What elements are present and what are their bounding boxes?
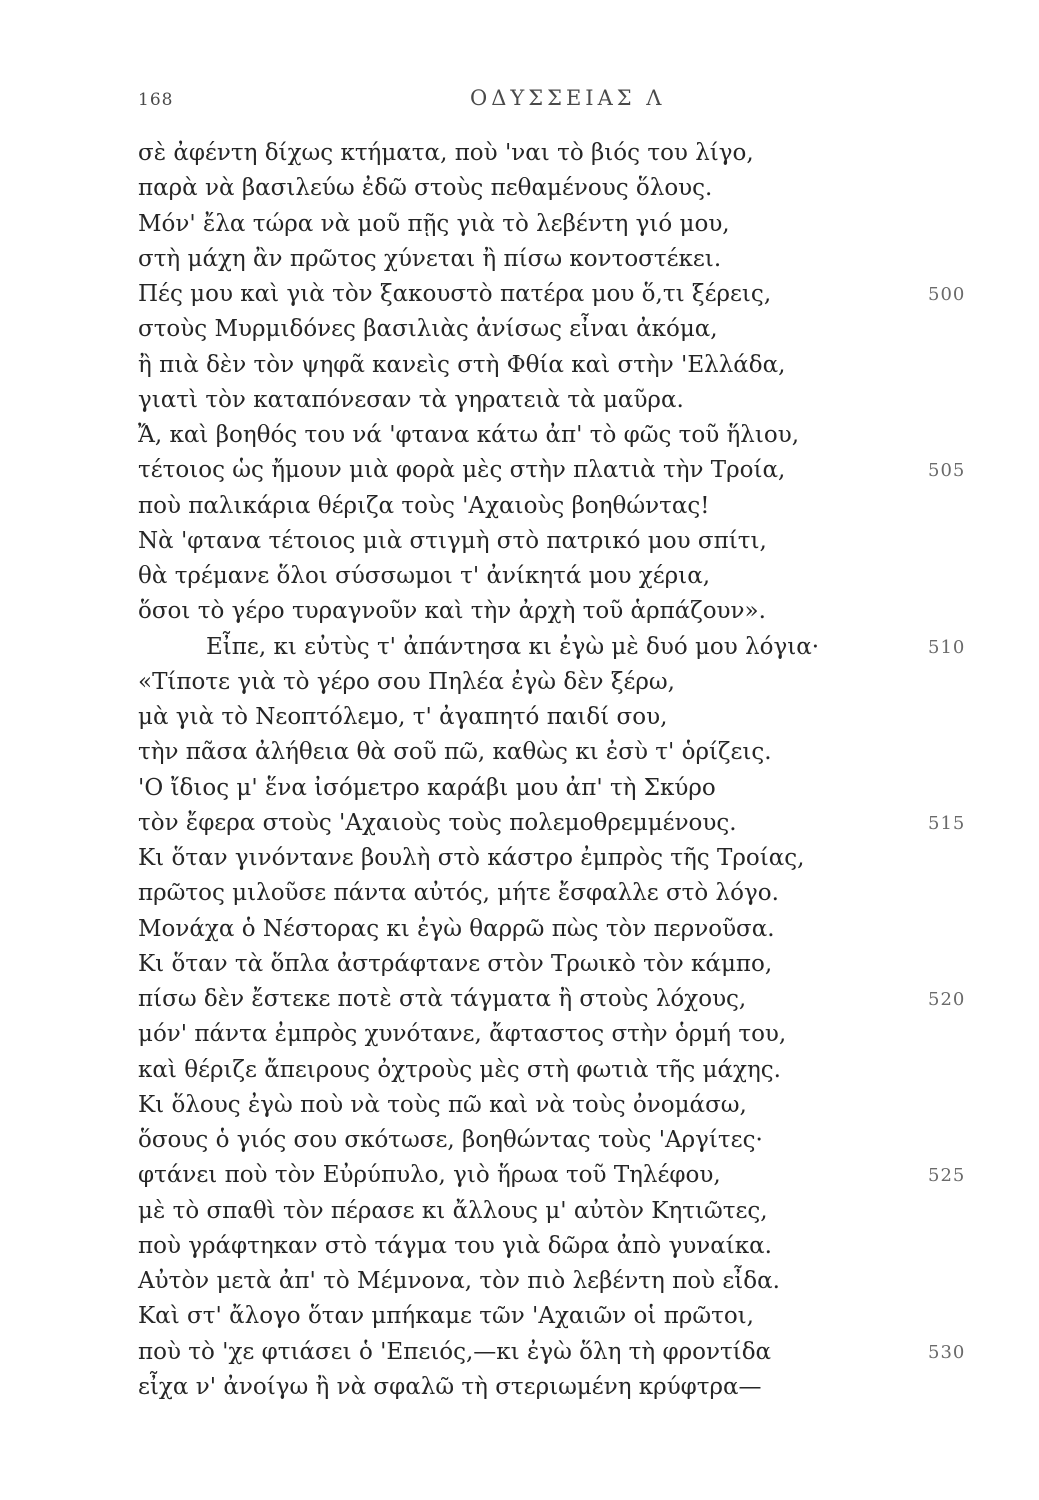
- verse-line: [138, 876, 998, 911]
- verse-text: Μόν' ἔλα τώρα νὰ μοῦ πῇς γιὰ τὸ λεβέντη γιό μου,: [138, 210, 730, 237]
- line-number: 500: [928, 284, 966, 305]
- line-number: 510: [928, 636, 966, 658]
- verse-text: φτάνει ποὺ τὸν Εὐρύπυλο, γιὸ ἥρωα τοῦ Τηλέφου,: [138, 1162, 721, 1189]
- verse-text: πρῶτος μιλοῦσε πάντα αὐτός, μήτε ἔσφαλλε στὸ λόγο.: [138, 880, 779, 907]
- verse-text: σὲ ἀφέντη δίχως κτήματα, ποὺ 'ναι τὸ βιός του λίγο,: [138, 140, 754, 166]
- verse-text: μὰ γιὰ τὸ Νεοπτόλεμο, τ' ἀγαπητό παιδί σου,: [138, 704, 668, 730]
- verse-text: ποὺ παλικάρια θέριζα τοὺς 'Αχαιοὺς βοηθώντας!: [138, 492, 710, 519]
- verse-line: [138, 735, 998, 770]
- verse-text: Καὶ στ' ἄλογο ὅταν μπήκαμε τῶν 'Αχαιῶν οἱ πρῶτοι,: [138, 1303, 754, 1330]
- verse-text: καὶ θέριζε ἄπειρους ὀχτροὺς μὲς στὴ φωτιὰ τῆς μάχης.: [138, 1056, 781, 1083]
- verse-line: [138, 489, 998, 524]
- verse-line: [138, 1264, 998, 1299]
- verse-text: στοὺς Μυρμιδόνες βασιλιὰς ἀνίσως εἶναι ἀκόμα,: [138, 316, 718, 343]
- verse-text: Κι ὅταν τὰ ὅπλα ἀστράφτανε στὸν Τρωικὸ τὸν κάμπο,: [138, 950, 773, 977]
- line-number: 505: [928, 460, 966, 482]
- verse-text: τὴν πᾶσα ἀλήθεια θὰ σοῦ πῶ, καθὼς κι ἐσὺ τ' ὁρίζεις.: [138, 739, 772, 766]
- verse-text: Εἶπε, κι εὐτὺς τ' ἀπάντησα κι ἐγὼ μὲ δυό μου λόγια·: [206, 633, 820, 660]
- verse-line: [138, 1229, 998, 1264]
- verse-line: [138, 136, 998, 171]
- verse-text: τὸν ἔφερα στοὺς 'Αχαιοὺς τοὺς πολεμοθρεμμένους.: [138, 809, 737, 836]
- verse-line: [138, 665, 998, 700]
- verse-text: θὰ τρέμανε ὅλοι σύσσωμοι τ' ἀνίκητά μου χέρια,: [138, 563, 711, 589]
- verse-text: ποὺ τὸ 'χε φτιάσει ὁ 'Επειός,—κι ἐγὼ ὅλη τὴ φροντίδα: [138, 1338, 772, 1365]
- line-number: 525: [928, 1165, 966, 1187]
- verse-text: Αὐτὸν μετὰ ἀπ' τὸ Μέμνονα, τὸν πιὸ λεβέντη ποὺ εἶδα.: [138, 1268, 780, 1294]
- verse-text: παρὰ νὰ βασιλεύω ἐδῶ στοὺς πεθαμένους ὅλους.: [138, 175, 713, 202]
- verse-text: Ἄ, καὶ βοηθός του νά 'φτανα κάτω ἀπ' τὸ φῶς τοῦ ἥλιου,: [138, 422, 800, 448]
- verse-text: εἶχα ν' ἀνοίγω ἢ νὰ σφαλῶ τὴ στεριωμένη κρύφτρα—: [138, 1373, 762, 1400]
- verse-text: στὴ μάχη ἂν πρῶτος χύνεται ἢ πίσω κοντοστέκει.: [138, 245, 722, 272]
- verse-line: [138, 947, 998, 982]
- verse-text: ἢ πιὰ δὲν τὸν ψηφᾶ κανεὶς στὴ Φθία καὶ στὴν 'Ελλάδα,: [138, 351, 786, 378]
- verse-text: ποὺ γράφτηκαν στὸ τάγμα του γιὰ δῶρα ἀπὸ γυναίκα.: [138, 1232, 772, 1259]
- verse-line: [138, 982, 998, 1017]
- verse-line: [138, 524, 998, 559]
- page-header: [0, 82, 1039, 122]
- verse-line: [138, 348, 998, 383]
- verse-text: 'Ο ἴδιος μ' ἕνα ἰσόμετρο καράβι μου ἀπ' τὴ Σκύρο: [138, 774, 716, 801]
- verse-line: [138, 242, 998, 277]
- verse-line: [138, 700, 998, 735]
- verse-text: γιατὶ τὸν καταπόνεσαν τὰ γηρατειὰ τὰ μαῦρα.: [138, 386, 684, 413]
- verse-text: ὅσους ὁ γιός σου σκότωσε, βοηθώντας τοὺς 'Αργίτες·: [138, 1127, 763, 1153]
- line-number: 530: [928, 1341, 966, 1363]
- verse-text: «Τίποτε γιὰ τὸ γέρο σου Πηλέα ἐγὼ δὲν ξέρω,: [138, 668, 675, 695]
- verse-line: [138, 806, 998, 841]
- verse-line: [138, 1194, 998, 1229]
- line-number: 520: [928, 989, 966, 1010]
- verse-line: [138, 207, 998, 242]
- verse-text: Κι ὅταν γινόντανε βουλὴ στὸ κάστρο ἐμπρὸς τῆς Τροίας,: [138, 845, 805, 871]
- running-head: ΟΔΥΣΣΕΙΑΣ Λ: [470, 86, 666, 110]
- verse-line: [138, 1123, 998, 1158]
- verse-list: [138, 136, 998, 1405]
- verse-line: [138, 1053, 998, 1088]
- verse-line: [138, 1017, 998, 1052]
- verse-line: [138, 1088, 998, 1123]
- verse-line: [138, 771, 998, 806]
- page-number: 168: [138, 90, 174, 110]
- verse-text: τέτοιος ὡς ἤμουν μιὰ φορὰ μὲς στὴν πλατιὰ τὴν Τροία,: [138, 457, 786, 484]
- verse-text: ὅσοι τὸ γέρο τυραγνοῦν καὶ τὴν ἀρχὴ τοῦ ἁρπάζουν».: [138, 598, 766, 625]
- verse-text: μὲ τὸ σπαθὶ τὸν πέρασε κι ἄλλους μ' αὐτὸν Κητιῶτες,: [138, 1197, 768, 1224]
- verse-line: [138, 1299, 998, 1334]
- verse-line: [138, 171, 998, 206]
- verse-line: [138, 1370, 998, 1405]
- verse-line: [138, 383, 998, 418]
- verse-line: [138, 1158, 998, 1193]
- verse-line: [138, 1335, 998, 1370]
- verse-text: Νὰ 'φτανα τέτοιος μιὰ στιγμὴ στὸ πατρικό μου σπίτι,: [138, 527, 767, 554]
- line-number: 515: [928, 812, 966, 834]
- verse-line: [138, 841, 998, 876]
- verse-line: [138, 594, 998, 629]
- verse-text: πίσω δὲν ἔστεκε ποτὲ στὰ τάγματα ἢ στοὺς λόχους,: [138, 986, 747, 1012]
- verse-line: [138, 630, 998, 665]
- verse-line: [138, 277, 998, 312]
- verse-line: [138, 312, 998, 347]
- verse-line: [138, 912, 998, 947]
- verse-line: [138, 559, 998, 594]
- verse-text: Πές μου καὶ γιὰ τὸν ξακουστὸ πατέρα μου ὅ,τι ξέρεις,: [138, 281, 772, 307]
- verse-text: Κι ὅλους ἐγὼ ποὺ νὰ τοὺς πῶ καὶ νὰ τοὺς ὀνομάσω,: [138, 1091, 747, 1118]
- verse-line: [138, 453, 998, 488]
- verse-text: μόν' πάντα ἐμπρὸς χυνότανε, ἄφταστος στὴν ὁρμή του,: [138, 1021, 787, 1048]
- verse-line: [138, 418, 998, 453]
- verse-text: Μονάχα ὁ Νέστορας κι ἐγὼ θαρρῶ πὼς τὸν περνοῦσα.: [138, 915, 775, 942]
